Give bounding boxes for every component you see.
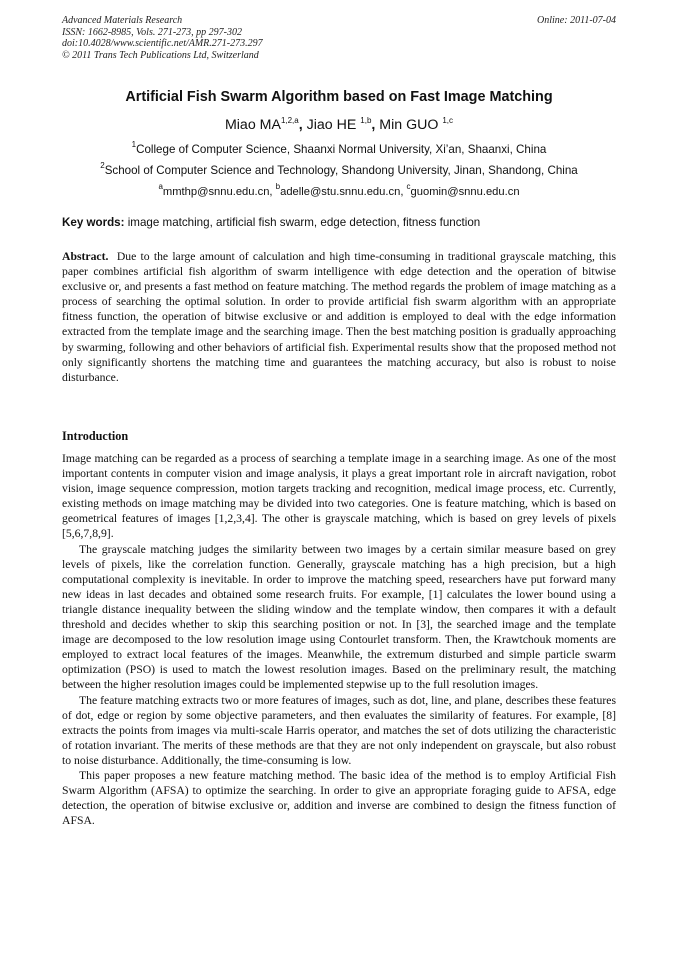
affiliation-2 <box>62 158 616 178</box>
email-marker: a <box>158 182 163 191</box>
author-name: Miao MA <box>224 117 281 133</box>
email-marker: b <box>275 182 281 191</box>
email-marker: c <box>406 182 411 191</box>
email-address[interactable]: guomin@snnu.edu.cn <box>410 186 520 198</box>
abstract <box>62 249 616 385</box>
abstract-text: Due to the large amount of calculation and high time-consuming in traditional grayscale matching, this paper combines artificial fish algorithm of swarm intelligence with edge detection and the operation of bitwise exclusive or, and presents a fast method on feature matching. The method regards the problem of image matching as a process of searching the optimal solution. In order to provide artificial fish swarm algorithm with an appropriate fitness function, the operation of bitwise exclusive or and addition is employed to deal with the edge information extracted from the template image and the searching image. Then the best matching position is gradually approaching by swarming, following and other behaviors of artificial fish. Experimental results show that the proposed method not only significantly shortens the matching time and guarantees the matching accuracy, but also is robust to noise disturbance. <box>62 250 616 384</box>
journal-header <box>62 15 616 61</box>
doi-line: doi:10.4028/www.scientific.net/AMR.271-273.297 <box>62 38 263 49</box>
keywords-label: Key words: <box>62 216 125 229</box>
keywords <box>62 215 616 230</box>
affiliation-marker: 1 <box>131 140 137 149</box>
online-date: Online: 2011-07-04 <box>537 15 616 26</box>
email-address[interactable]: mmthp@snnu.edu.cn <box>162 186 270 198</box>
author-affiliation-marker: 1,c <box>442 116 454 125</box>
affiliation-marker: 2 <box>100 161 105 170</box>
paragraph: The feature matching extracts two or more features of images, such as dot, line, and plane, describes these features of dot, edge or region by some objective parameters, and then evaluates the similarity of features. For example, [8] extracts the points from images via multi-scale Harris operator, and matches the set of dots utilizing the characteristic of rotation invariant. The merits of these methods are that they are not only independent on grayscale, but also robust to noise disturbance. Additionally, the time-consuming is low. <box>62 693 616 767</box>
affiliation-text: School of Computer Science and Technology, Shandong University, Jinan, Shandong, China <box>104 164 578 177</box>
issn-line: ISSN: 1662-8985, Vols. 271-273, pp 297-302 <box>62 26 242 38</box>
copyright-line: © 2011 Trans Tech Publications Ltd, Switzerland <box>62 49 259 61</box>
affiliation-1 <box>62 137 616 157</box>
paper-title: Artificial Fish Swarm Algorithm based on Fast Image Matching <box>125 89 553 105</box>
author-name: Jiao HE <box>306 117 357 133</box>
paragraph: Image matching can be regarded as a process of searching a template image in a searching image. As one of the most important contents in computer vision and image analysis, it plays a great important role in aircraft navigation, robot vision, image sequence compression, motion targets tracking and recognition, medical image process, etc. Currently, existing methods on image matching may be divided into two categories. One is feature matching, which is based on geometrical features of images [1,2,3,4]. The other is grayscale matching, which is based on grey levels of pixels [5,6,7,8,9]. <box>62 452 616 541</box>
paragraph: The grayscale matching judges the similarity between two images by a certain similar measure based on grey levels of pixels, like the correlation function. Generally, grayscale matching has a high precision, but a high computational complexity is inevitable. In order to improve the matching speed, researchers have put forward many new ideas in last decades and obtained some research fruits. For example, [1] calculates the lower bound using a triangle distance inequality between the sliding window and the template window, then compares it with a default threshold and decides whether to skip this searching position or not. In [3], the searched image and the template image are decomposed to the low resolution image using Contourlet transform. Then, the Krawtchouk moments are employed to extract local features of the images. Meanwhile, the extremum disturbed and simple particle swarm optimization (PSO) is used to match the lowest resolution images. Based on the preliminary result, the matching between the higher resolution images could be implemented stepwise up to the full resolution images. <box>62 542 616 692</box>
author-name: Min GUO <box>379 117 439 133</box>
author-affiliation-marker: 1,b <box>360 116 372 125</box>
keywords-text: image matching, artificial fish swarm, edge detection, fitness function <box>127 216 481 229</box>
affiliation-text: College of Computer Science, Shaanxi Normal University, Xi’an, Shaanxi, China <box>136 143 547 156</box>
email-list: $^a$mmthp@snnu.edu.cn, $^b$adelle@stu.snnu.edu.cn, $^c$guomin@snnu.edu.cn <box>158 182 520 198</box>
abstract-label: Abstract. <box>62 250 109 263</box>
author-affiliation-marker: 1,2,a <box>280 116 299 125</box>
section-heading-introduction: Introduction <box>62 429 129 443</box>
email-address[interactable]: adelle@stu.snnu.edu.cn <box>280 186 401 198</box>
author-list: Miao MA$^{1,2,a}$, Jiao HE $^{1,b}$, Min GUO $^{1,c}$ <box>224 116 454 133</box>
introduction-body <box>62 451 616 828</box>
paragraph: This paper proposes a new feature matching method. The basic idea of the method is to employ Artificial Fish Swarm Algorithm (AFSA) to optimize the searching. In order to give an appropriate foraging guide to AFSA, edge detection, the operation of bitwise exclusive or, addition and inverse are combined to design the fitness function of AFSA. <box>62 768 616 828</box>
journal-name: Advanced Materials Research <box>62 15 183 26</box>
